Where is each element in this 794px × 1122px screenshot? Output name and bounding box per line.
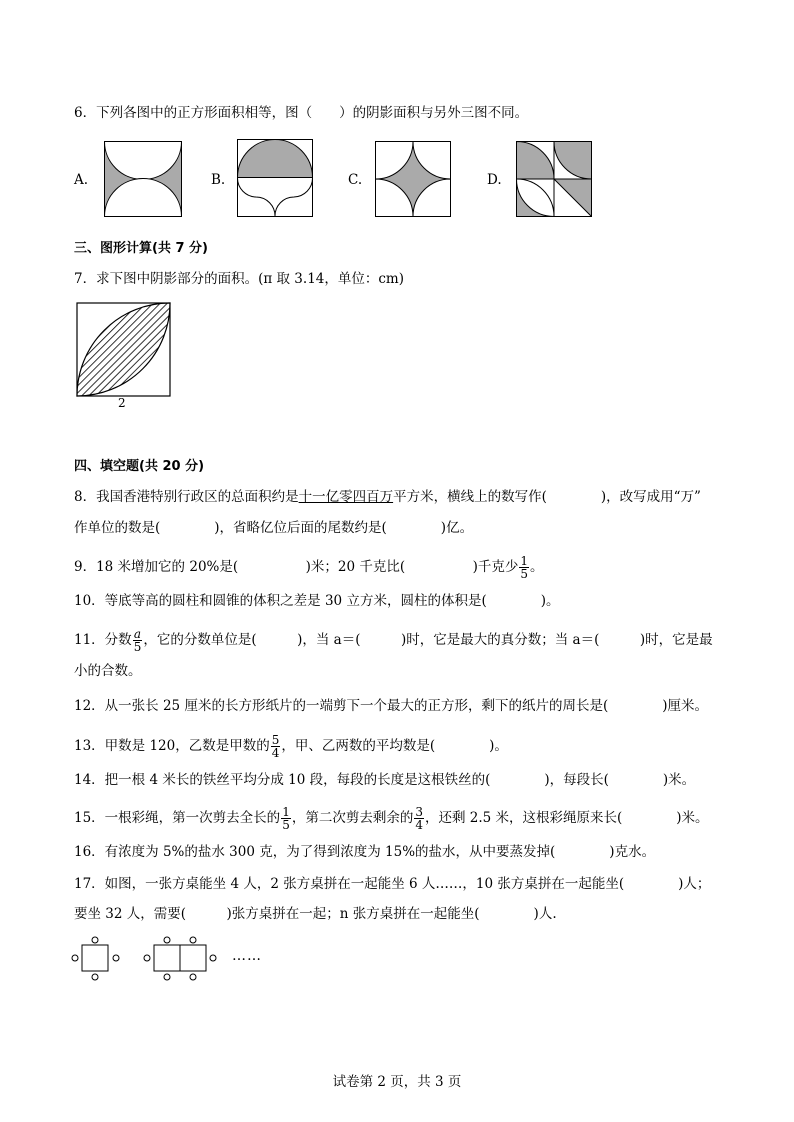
question-7-text: 7．求下图中阴影部分的面积。(π 取 3.14，单位：cm) [74,271,404,287]
q17-ellipsis: …… [232,948,262,964]
option-a-label: A. [74,172,89,188]
section-4-heading: 四、填空题(共 20 分) [74,459,205,474]
q13-part-1: 13．甲数是 120，乙数是甲数的 [74,738,270,754]
question-8-line-2: 作单位的数是( )，省略亿位后面的尾数约是( )亿。 [74,520,474,536]
question-16-text: 16．有浓度为 5%的盐水 300 克，为了得到浓度为 15%的盐水，从中要蒸发掉( )克水。 [74,844,656,860]
figure-option-c [375,141,451,217]
question-8-line-1 [74,488,701,506]
page-footer: 试卷第 2 页，共 3 页 [332,1074,462,1090]
q9-part-2: 。 [530,559,544,575]
question-11-line-2: 小的合数。 [74,663,142,679]
q11-part-2: ，它的分数单位是( )，当 a＝( )时，它是最大的真分数；当 a＝( )时，它是最 [143,632,713,648]
figure-option-a [104,141,182,217]
figure-q7-leaf-shape [76,302,172,398]
question-14-text: 14．把一根 4 米长的铁丝平均分成 10 段，每段的长度是这根铁丝的( )，每段长( )米。 [74,772,696,788]
question-9 [74,555,544,580]
option-b-label: B. [211,172,226,188]
q8-underlined-number: 十一亿零四百万 [298,489,394,505]
question-11-line-1 [74,628,713,653]
question-15 [74,806,709,831]
q13-fraction: $\frac{5}{4}$ [271,733,280,760]
q11-part-1: 11．分数 [74,632,132,648]
section-3-heading: 三、图形计算(共 7 分) [74,241,208,256]
q8-part-1: 8．我国香港特别行政区的总面积约是 [74,489,299,505]
figure-q17-two-tables [140,935,222,983]
question-6-text: 6．下列各图中的正方形面积相等，图（ ）的阴影面积与另外三图不同。 [74,105,529,121]
question-13 [74,734,508,759]
figure-q17-single-table [70,935,130,983]
question-17-line-2: 要坐 32 人，需要( )张方桌拼在一起；n 张方桌拼在一起能坐( )人. [74,906,557,922]
q8-part-2: 平方米，横线上的数写作( )，改写成用“万” [393,489,701,505]
q15-fraction-1: $\frac{1}{5}$ [282,805,290,832]
q11-fraction: $\frac{a}{5}$ [133,627,142,654]
q7-dimension-label: 2 [118,396,126,410]
q9-part-1: 9．18 米增加它的 20%是( )米；20 千克比( )千克少 [74,559,519,575]
q15-fraction-2: $\frac{3}{4}$ [415,805,423,832]
question-10-text: 10．等底等高的圆柱和圆锥的体积之差是 30 立方米，圆柱的体积是( )。 [74,593,560,609]
q15-part-2: ，第二次剪去剩余的 [291,810,414,826]
question-12-text: 12．从一张长 25 厘米的长方形纸片的一端剪下一个最大的正方形，剩下的纸片的周长是( )厘米。 [74,698,708,714]
option-c-label: C. [348,172,363,188]
question-17-line-1: 17．如图，一张方桌能坐 4 人，2 张方桌拼在一起能坐 6 人……，10 张方桌拼在一起能坐( )人； [74,876,711,892]
q15-part-1: 15．一根彩绳，第一次剪去全长的 [74,810,281,826]
option-d-label: D. [487,172,502,188]
q13-part-2: ，甲、乙两数的平均数是( )。 [281,738,508,754]
q9-fraction: $\frac{1}{5}$ [520,554,529,581]
figure-option-d [516,141,592,217]
figure-option-b [237,139,313,217]
q15-part-3: ，还剩 2.5 米，这根彩绳原来长( )米。 [424,810,709,826]
